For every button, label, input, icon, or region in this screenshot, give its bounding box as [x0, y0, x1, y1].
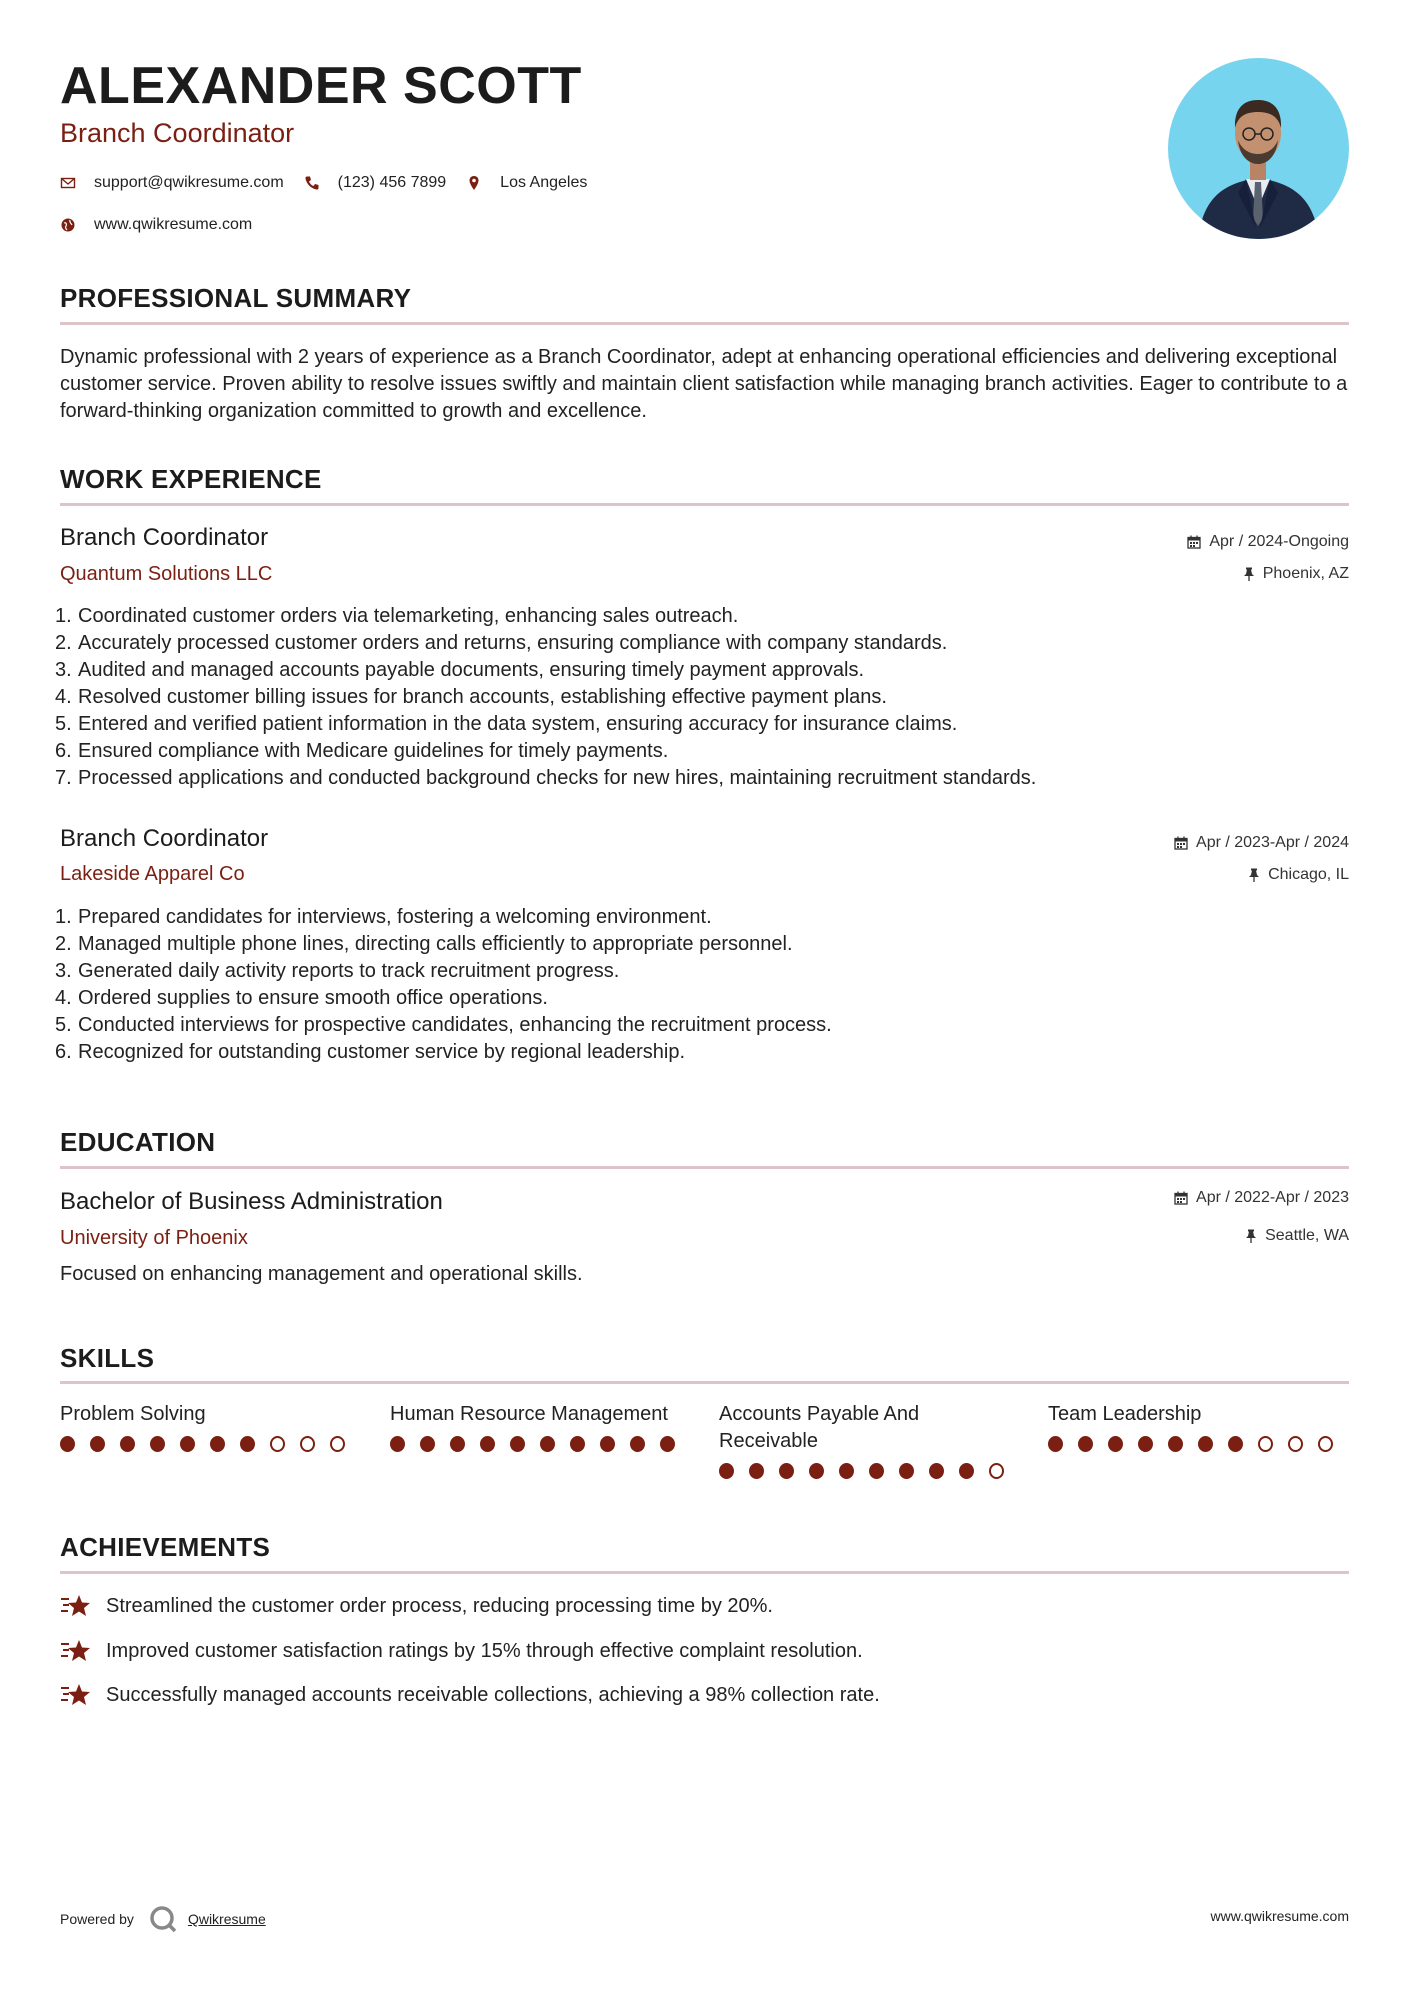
envelope-icon [60, 175, 76, 191]
degree: Bachelor of Business Administration [60, 1188, 443, 1215]
skill-item [390, 1401, 690, 1452]
bullet-text: Ordered supplies to ensure smooth office operations. [78, 987, 548, 1009]
rating-dot-filled [1198, 1436, 1213, 1452]
achievement-text: Successfully managed accounts receivable collections, achieving a 98% collection rate. [106, 1683, 880, 1706]
rating-dot-filled [510, 1436, 525, 1452]
rating-dot-filled [899, 1463, 914, 1479]
bullet-text: Resolved customer billing issues for branch accounts, establishing effective payment plans. [78, 686, 887, 708]
skill-name: Problem Solving [60, 1403, 206, 1425]
rating-dot-filled [540, 1436, 555, 1452]
skills-divider [60, 1381, 1349, 1384]
job-1-location [1243, 565, 1349, 583]
rating-dot-filled [839, 1463, 854, 1479]
education-title: EDUCATION [60, 1127, 216, 1157]
job-1-location-text: Phoenix, AZ [1262, 565, 1349, 582]
rating-dot-filled [180, 1436, 195, 1452]
rating-dot-empty [300, 1436, 315, 1452]
candidate-name: ALEXANDER SCOTT [60, 57, 582, 115]
job-1-dates-text: Apr / 2024-Ongoing [1209, 533, 1349, 550]
job-2-company: Lakeside Apparel Co [60, 863, 245, 885]
location-text: Los Angeles [500, 174, 588, 191]
contact-row-2 [60, 216, 272, 234]
contact-location [466, 174, 587, 192]
qwikresume-logo-icon [148, 1904, 178, 1934]
bullet-text: Conducted interviews for prospective candidates, enhancing the recruitment process. [78, 1014, 832, 1036]
rating-dot-filled [719, 1463, 734, 1479]
education-description: Focused on enhancing management and operational skills. [60, 1263, 583, 1285]
rating-dot-filled [809, 1463, 824, 1479]
candidate-role: Branch Coordinator [60, 118, 295, 148]
globe-icon [60, 217, 76, 233]
phone-text: (123) 456 7899 [337, 174, 447, 191]
rating-dot-filled [1108, 1436, 1123, 1452]
rating-dot-filled [660, 1436, 675, 1452]
bullet-item [55, 657, 1345, 684]
skill-name: Accounts Payable And Receivable [719, 1403, 920, 1452]
skills-title: SKILLS [60, 1343, 155, 1373]
bullet-item [55, 765, 1345, 792]
bullet-number: 2. [55, 632, 72, 654]
skill-name: Human Resource Management [390, 1403, 668, 1425]
bullet-number: 7. [55, 767, 72, 789]
pushpin-icon [1243, 567, 1255, 581]
pushpin-icon [1245, 1229, 1257, 1243]
achievement-text: Improved customer satisfaction ratings by 15% through effective complaint resolution. [106, 1639, 863, 1662]
rating-dot-empty [270, 1436, 285, 1452]
skill-rating [60, 1436, 360, 1452]
rating-dot-filled [450, 1436, 465, 1452]
bullet-item [55, 630, 1345, 657]
bullet-number: 6. [55, 1041, 72, 1063]
brand-link[interactable]: Qwikresume [187, 1911, 266, 1927]
job-1-company: Quantum Solutions LLC [60, 563, 273, 585]
education-location [1245, 1227, 1349, 1245]
bullet-item [55, 1039, 1345, 1066]
skill-rating [390, 1436, 690, 1452]
bullet-item [55, 738, 1345, 765]
job-2-location-text: Chicago, IL [1268, 866, 1349, 883]
education-dates-text: Apr / 2022-Apr / 2023 [1196, 1189, 1349, 1206]
rating-dot-filled [150, 1436, 165, 1452]
rating-dot-filled [480, 1436, 495, 1452]
person-avatar-icon [1168, 58, 1349, 239]
achievement-item [60, 1638, 863, 1664]
skill-item [60, 1401, 360, 1452]
experience-divider [60, 503, 1349, 506]
rating-dot-empty [989, 1463, 1004, 1479]
job-2-bullets [55, 904, 1345, 1066]
bullet-text: Ensured compliance with Medicare guidelines for timely payments. [78, 740, 669, 762]
bullet-text: Coordinated customer orders via telemarketing, enhancing sales outreach. [78, 605, 739, 627]
achievement-item [60, 1682, 880, 1708]
bullet-number: 4. [55, 686, 72, 708]
pushpin-icon [1248, 868, 1260, 882]
rating-dot-filled [570, 1436, 585, 1452]
rating-dot-filled [60, 1436, 75, 1452]
bullet-item [55, 931, 1345, 958]
bullet-text: Generated daily activity reports to track recruitment progress. [78, 960, 620, 982]
rating-dot-filled [1228, 1436, 1243, 1452]
star-award-icon [60, 1682, 92, 1708]
bullet-number: 5. [55, 1014, 72, 1036]
bullet-text: Accurately processed customer orders and returns, ensuring compliance with company standards. [78, 632, 948, 654]
achievement-text: Streamlined the customer order process, reducing processing time by 20%. [106, 1594, 773, 1617]
bullet-item [55, 711, 1345, 738]
footer-powered [60, 1904, 266, 1934]
rating-dot-filled [420, 1436, 435, 1452]
calendar-icon [1187, 535, 1201, 549]
education-dates [1174, 1189, 1349, 1207]
rating-dot-filled [1168, 1436, 1183, 1452]
bullet-text: Recognized for outstanding customer service by regional leadership. [78, 1041, 686, 1063]
rating-dot-empty [1288, 1436, 1303, 1452]
summary-title: PROFESSIONAL SUMMARY [60, 283, 412, 313]
job-1-title: Branch Coordinator [60, 524, 269, 551]
rating-dot-filled [210, 1436, 225, 1452]
website-text: www.qwikresume.com [94, 216, 253, 233]
job-2-title: Branch Coordinator [60, 825, 269, 852]
rating-dot-filled [1138, 1436, 1153, 1452]
bullet-number: 6. [55, 740, 72, 762]
bullet-item [55, 603, 1345, 630]
rating-dot-empty [330, 1436, 345, 1452]
bullet-number: 3. [55, 659, 72, 681]
bullet-item [55, 904, 1345, 931]
bullet-item [55, 684, 1345, 711]
rating-dot-filled [749, 1463, 764, 1479]
bullet-number: 1. [55, 906, 72, 928]
skill-rating [719, 1463, 1019, 1479]
rating-dot-filled [390, 1436, 405, 1452]
contact-row [60, 174, 607, 192]
map-pin-icon [466, 175, 482, 191]
profile-photo [1168, 58, 1349, 239]
job-1-bullets [55, 603, 1345, 792]
rating-dot-filled [630, 1436, 645, 1452]
bullet-number: 4. [55, 987, 72, 1009]
contact-phone[interactable] [304, 174, 447, 192]
rating-dot-filled [120, 1436, 135, 1452]
school: University of Phoenix [60, 1227, 248, 1249]
footer-website[interactable]: www.qwikresume.com [1210, 1908, 1349, 1924]
skill-rating [1048, 1436, 1348, 1452]
rating-dot-filled [869, 1463, 884, 1479]
achievements-title: ACHIEVEMENTS [60, 1532, 271, 1562]
bullet-item [55, 958, 1345, 985]
bullet-text: Prepared candidates for interviews, fostering a welcoming environment. [78, 906, 712, 928]
bullet-number: 2. [55, 933, 72, 955]
summary-text: Dynamic professional with 2 years of experience as a Branch Coordinator, adept at enhancing operational efficiencies and delivering exceptional customer service. Proven ability to resolve issues swiftly and maintain client satisfaction while managing branch activities. Eager to contribute to a forward-thinking organization committed to growth and excellence. [60, 346, 1348, 422]
bullet-item [55, 985, 1345, 1012]
rating-dot-filled [240, 1436, 255, 1452]
achievements-divider [60, 1571, 1349, 1574]
calendar-icon [1174, 836, 1188, 850]
rating-dot-empty [1258, 1436, 1273, 1452]
contact-website[interactable] [60, 216, 252, 234]
experience-title: WORK EXPERIENCE [60, 464, 322, 494]
bullet-text: Processed applications and conducted background checks for new hires, maintaining recruitment standards. [78, 767, 1037, 789]
skill-item [719, 1401, 1019, 1479]
job-2-location [1248, 866, 1349, 884]
job-2-dates-text: Apr / 2023-Apr / 2024 [1196, 834, 1349, 851]
skill-item [1048, 1401, 1348, 1452]
rating-dot-filled [929, 1463, 944, 1479]
rating-dot-empty [1318, 1436, 1333, 1452]
skill-name: Team Leadership [1048, 1403, 1202, 1425]
powered-by-text: Powered by [60, 1911, 134, 1927]
bullet-number: 3. [55, 960, 72, 982]
bullet-text: Managed multiple phone lines, directing calls efficiently to appropriate personnel. [78, 933, 793, 955]
rating-dot-filled [1048, 1436, 1063, 1452]
rating-dot-filled [1078, 1436, 1093, 1452]
bullet-number: 1. [55, 605, 72, 627]
job-2-dates [1174, 834, 1349, 852]
star-award-icon [60, 1638, 92, 1664]
rating-dot-filled [959, 1463, 974, 1479]
email-text: support@qwikresume.com [94, 174, 284, 191]
rating-dot-filled [779, 1463, 794, 1479]
bullet-text: Audited and managed accounts payable documents, ensuring timely payment approvals. [78, 659, 865, 681]
achievement-item [60, 1593, 773, 1619]
education-location-text: Seattle, WA [1265, 1227, 1349, 1244]
contact-email[interactable] [60, 174, 284, 192]
star-award-icon [60, 1593, 92, 1619]
job-1-dates [1187, 533, 1349, 551]
phone-icon [304, 175, 320, 191]
calendar-icon [1174, 1191, 1188, 1205]
education-divider [60, 1166, 1349, 1169]
bullet-item [55, 1012, 1345, 1039]
summary-divider [60, 322, 1349, 325]
bullet-number: 5. [55, 713, 72, 735]
rating-dot-filled [600, 1436, 615, 1452]
bullet-text: Entered and verified patient information in the data system, ensuring accuracy for insurance claims. [78, 713, 958, 735]
rating-dot-filled [90, 1436, 105, 1452]
